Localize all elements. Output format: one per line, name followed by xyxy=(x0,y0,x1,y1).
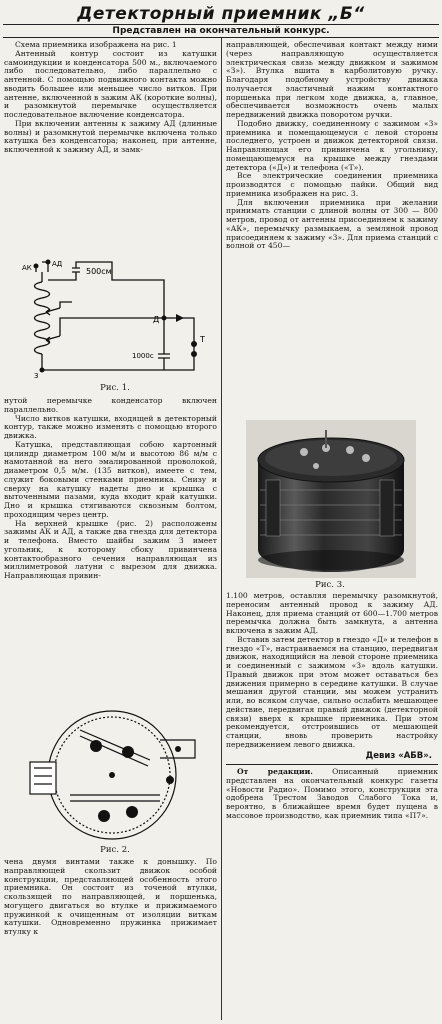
figure-3-caption: Рис. 3. xyxy=(315,580,345,590)
column-divider xyxy=(221,38,222,1020)
label-z: З xyxy=(34,372,39,380)
paragraph: Вставив затем детектор в гнездо «Д» и телефон в гнездо «Т», настраиваемся на станцию, передвигая движок, находящийся на левой стороне приемника и соединенный с зажимом «З» вдоль катушки. Правый движок при этом может оставаться без движения примерно в середине катушки. В случае мешания другой станции, мы можем устранить или, во всяком случае, сильно ослабить мешающее действие, передвигая правый движок (детекторной связи) вверх к крышке приемника. При этом рекомендуется, отстроившись от мешающей станции, вновь проверить настройку передвижением левого движка. xyxy=(226,634,438,749)
paragraph: Подобно движку, соединенному с зажимом «З» приемника и помещающемуся с левой стороны последнего, устроен и движок детекторной связи. Направляющая его привинчена к угольнику, помещающемуся на крышке между гнездами детектора («Д») и телефона («Т»). xyxy=(226,118,438,172)
label-capacitor-500: 500см xyxy=(86,267,112,276)
right-text-block-1 xyxy=(226,41,438,411)
label-capacitor-1000: 1000с xyxy=(132,352,154,360)
slider-rail-left xyxy=(266,480,280,536)
editorial-text: Описанный приемник представлен на окончательный конкурс газеты «Новости Радио». Помимо этого, конструкция эта одобрена Трестом Заводов Слабого Тока и, вероятно, в ближайшее время будет пущена в массовое производство, как приемник типа «П7». xyxy=(226,768,438,820)
paragraph: 1.100 метров, оставляя перемычку разомкнутой, переносим антенный провод к зажиму АД. Наконец, для приема станций от 600—1.700 метров перемычка должна быть замкнута, а антенна включена в зажим АД. xyxy=(226,592,438,635)
paragraph xyxy=(226,750,438,751)
editorial-rule xyxy=(226,764,438,765)
figure-2-lid-drawing xyxy=(10,700,215,840)
paragraph: чена двумя винтами также к донышку. По направляющей скользит движок особой конструкции, представляющей особенность этого приемника. Он состоит из точеной втулки, скользящей по направляющей, и поршенька, могущего двигаться во втулке и прижимаемого пружинкой к очищенным от изоляции виткам катушки. Одновременно пружинка прижимает втулку к xyxy=(4,858,217,936)
figure-1-schematic xyxy=(14,258,214,380)
editorial-lead: От редакции. xyxy=(237,768,313,776)
paragraph: Число витков катушки, входящей в детекторный контур, также можно изменять с помощью второго движка. xyxy=(4,413,217,440)
editorial-note xyxy=(226,768,438,1022)
paragraph: На верхней крышке (рис. 2) расположены зажимы АК и АД, а также два гнезда для детектора и телефона. Вместо шайбы зажим З имеет угольник, к которому сбоку привинчена контактообразного сечения направляющая из миллиметровой латуни с вырезом для движка. Направляющая привин- xyxy=(4,518,217,580)
label-d: Д xyxy=(153,315,160,324)
paragraph: Схема приемника изображена на рис. 1 xyxy=(15,41,177,49)
label-t: Т xyxy=(200,335,205,344)
paragraph: Антенный контур состоит из катушки самоиндукции и конденсатора 500 м., включаемого либо последовательно, либо параллельно с антенной. С помощью подвижного контакта можно вводить большее или меньшее число витков. При антенне, включенной в зажим АК (короткие волны), и разомкнутой перемычке осуществляется последовательное включение конденсатора. xyxy=(4,48,217,119)
left-text-block-1 xyxy=(4,41,217,255)
label-ak: АК xyxy=(22,264,32,272)
right-text-block-2 xyxy=(226,592,438,750)
paragraph: нутой перемычке конденсатор включен параллельно. xyxy=(4,397,217,414)
paragraph: направляющей, обеспечивая контакт между ними (через направляющую осуществляется электрическая связь между движком и зажимом «З»). Втулка вшита в карболитовую ручку. Благодаря подобному устройству движка получается эластичный нажим контактного поршенька при легком ходе движка, а, главное, обеспечивается возможность очень малых передвижений движка поворотом ручки. xyxy=(226,41,438,119)
paragraph: При включении антенны к зажиму АД (длинные волны) и разомкнутой перемычке включена только катушка без конденсатора; наконец, при антенне, включенной к зажиму АД, и замк- xyxy=(4,118,217,154)
top-rule xyxy=(3,24,439,25)
paragraph: Катушка, представляющая собою картонный цилиндр диаметром 100 м/м и высотою 86 м/м с намотанной на него эмалированной проволокой, диаметром 0,5 м/м. (135 витков), имеете с тем, служит боковыми стенками приемника. Снизу и сверху на катушку надеты дно и крышка с выточенными пазами, куда входит край катушки. Дно и крышка стягиваются сквозным болтом, проходящим через центр. xyxy=(4,439,217,519)
paragraph: Все электрические соединения приемника производятся с помощью пайки. Общий вид приемника изображен на рис. 3. xyxy=(226,171,438,198)
paragraph: Для включения приемника при желании принимать станции с длиной волны от 300 — 800 метров, провод от антенны присоединяем к зажиму «АК», перемычку размыкаем, а земляной провод присоединяем к зажиму «З». Для приема станций с волной от 450— xyxy=(226,197,438,251)
figure-1-caption: Рис. 1. xyxy=(100,383,130,393)
slider-rail-right xyxy=(380,480,394,536)
left-text-block-3 xyxy=(4,858,217,1022)
page-title: Детекторный приемник „Б“ xyxy=(77,4,365,24)
page-subtitle: Представлен на окончательный конкурс. xyxy=(112,26,330,36)
left-text-block-2 xyxy=(4,397,217,697)
label-ad: АД xyxy=(52,260,63,268)
figure-3-receiver-photo xyxy=(246,420,416,578)
figure-2-caption: Рис. 2. xyxy=(100,845,130,855)
coil-winding xyxy=(35,282,50,354)
author-motto: Девиз «АБВ». xyxy=(365,751,432,761)
detector-symbol xyxy=(176,314,184,322)
